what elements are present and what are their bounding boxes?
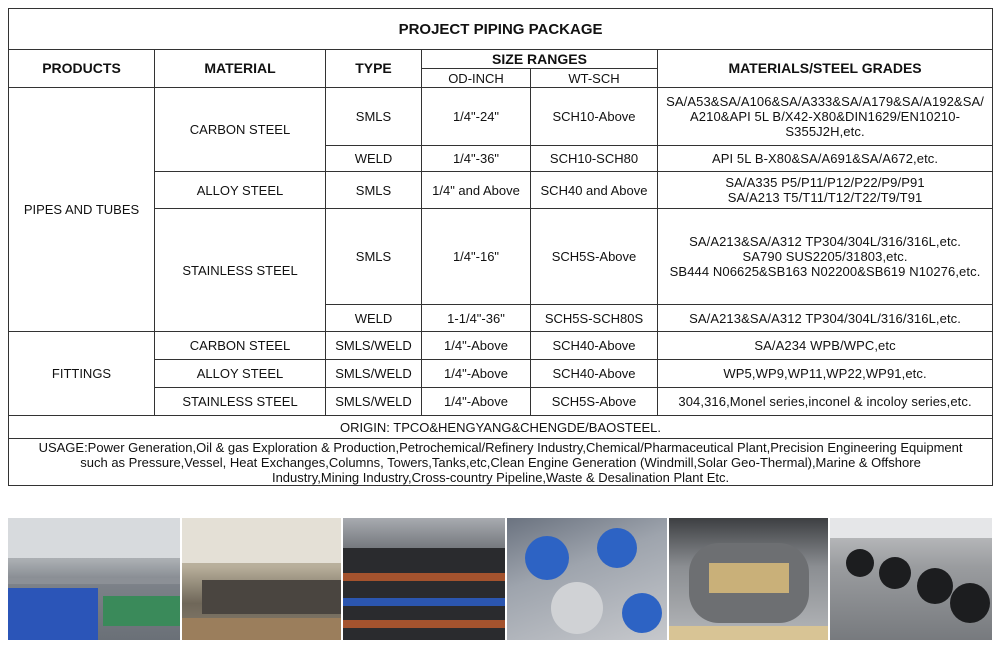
wt-cell: SCH5S-SCH80S xyxy=(531,305,658,332)
od-cell: 1/4"-Above xyxy=(422,360,531,388)
usage-line: USAGE:Power Generation,Oil & gas Exploration & Production,Petrochemical/Refinery Industry,Chemical/Pharmaceutical Plant,Precision Engineering Equipment xyxy=(38,439,963,455)
grade-line: SA/A335 P5/P11/P12/P22/P9/P91 xyxy=(725,175,925,190)
header-material: MATERIAL xyxy=(155,50,326,88)
material-cell: STAINLESS STEEL xyxy=(155,388,326,416)
grades-cell xyxy=(658,146,993,172)
header-type: TYPE xyxy=(326,50,422,88)
od-cell: 1/4" and Above xyxy=(422,172,531,209)
grades-cell xyxy=(658,209,993,305)
grades-cell: SA/A234 WPB/WPC,etc xyxy=(658,332,993,360)
od-cell: 1/4"-36" xyxy=(422,146,531,172)
warehouse-pipes-photo xyxy=(8,518,180,640)
grade-line: A210&API 5L B/X42-X80&DIN1629/EN10210- xyxy=(690,109,961,124)
grade-line: SA/A213&SA/A312 TP304/304L/316/316L,etc. xyxy=(689,234,961,249)
header-grades: MATERIALS/STEEL GRADES xyxy=(658,50,993,88)
type-cell: SMLS/WELD xyxy=(326,388,422,416)
od-cell: 1-1/4"-36" xyxy=(422,305,531,332)
wrapped-fitting-photo xyxy=(669,518,829,640)
material-cell: STAINLESS STEEL xyxy=(155,209,326,332)
od-cell: 1/4"-16" xyxy=(422,209,531,305)
grades-cell: 304,316,Monel series,inconel & incoloy series,etc. xyxy=(658,388,993,416)
material-cell: CARBON STEEL xyxy=(155,88,326,172)
type-cell: WELD xyxy=(326,146,422,172)
wt-cell: SCH5S-Above xyxy=(531,209,658,305)
grade-line: SB444 N06625&SB163 N02200&SB619 N10276,etc. xyxy=(669,264,981,279)
grade-line: SA/A213&SA/A312 TP304/304L/316/316L,etc. xyxy=(689,310,961,326)
tee-fittings-photo xyxy=(830,518,992,640)
product-fittings: FITTINGS xyxy=(9,332,155,416)
table-title: PROJECT PIPING PACKAGE xyxy=(9,9,993,50)
header-size-ranges: SIZE RANGES xyxy=(422,50,658,69)
type-cell: SMLS/WELD xyxy=(326,360,422,388)
origin-note: ORIGIN: TPCO&HENGYANG&CHENGDE/BAOSTEEL. xyxy=(9,416,993,439)
od-cell: 1/4"-Above xyxy=(422,332,531,360)
type-cell: SMLS xyxy=(326,209,422,305)
header-wt-sch: WT-SCH xyxy=(531,69,658,88)
material-cell: ALLOY STEEL xyxy=(155,172,326,209)
material-cell: CARBON STEEL xyxy=(155,332,326,360)
usage-line: Industry,Mining Industry,Cross-country Pipeline,Waste & Desalination Plant Etc. xyxy=(271,469,730,485)
wt-cell: SCH10-Above xyxy=(531,88,658,146)
pipe-yard-photo xyxy=(182,518,342,640)
header-products: PRODUCTS xyxy=(9,50,155,88)
grades-cell xyxy=(658,172,993,209)
wt-cell: SCH40-Above xyxy=(531,360,658,388)
product-pipes-and-tubes: PIPES AND TUBES xyxy=(9,88,155,332)
type-cell: WELD xyxy=(326,305,422,332)
od-cell: 1/4"-Above xyxy=(422,388,531,416)
grade-line: SA/A213 T5/T11/T12/T22/T9/T91 xyxy=(727,190,923,205)
grade-line: SA790 SUS2205/31803,etc. xyxy=(742,249,908,264)
grade-line: S355J2H,etc. xyxy=(785,124,865,139)
od-cell: 1/4"-24" xyxy=(422,88,531,146)
grades-cell: WP5,WP9,WP11,WP22,WP91,etc. xyxy=(658,360,993,388)
wt-cell: SCH10-SCH80 xyxy=(531,146,658,172)
material-cell: ALLOY STEEL xyxy=(155,360,326,388)
grades-cell xyxy=(658,88,993,146)
wt-cell: SCH5S-Above xyxy=(531,388,658,416)
usage-line: such as Pressure,Vessel, Heat Exchanges,Columns, Towers,Tanks,etc,Clean Engine Generation (Windmill,Solar Geo-Thermal),Marine & Offshore xyxy=(80,454,921,470)
grade-line: API 5L B-X80&SA/A691&SA/A672,etc. xyxy=(711,151,939,166)
grades-cell xyxy=(658,305,993,332)
product-photo-strip xyxy=(8,518,992,640)
type-cell: SMLS xyxy=(326,88,422,146)
header-od-inch: OD-INCH xyxy=(422,69,531,88)
wt-cell: SCH40 and Above xyxy=(531,172,658,209)
wt-cell: SCH40-Above xyxy=(531,332,658,360)
type-cell: SMLS xyxy=(326,172,422,209)
grade-line: SA/A53&SA/A106&SA/A333&SA/A179&SA/A192&SA/ xyxy=(666,94,984,109)
type-cell: SMLS/WELD xyxy=(326,332,422,360)
piping-package-table xyxy=(8,8,993,486)
usage-note xyxy=(9,439,993,486)
stacked-pipes-photo xyxy=(343,518,505,640)
elbow-fittings-photo xyxy=(507,518,667,640)
